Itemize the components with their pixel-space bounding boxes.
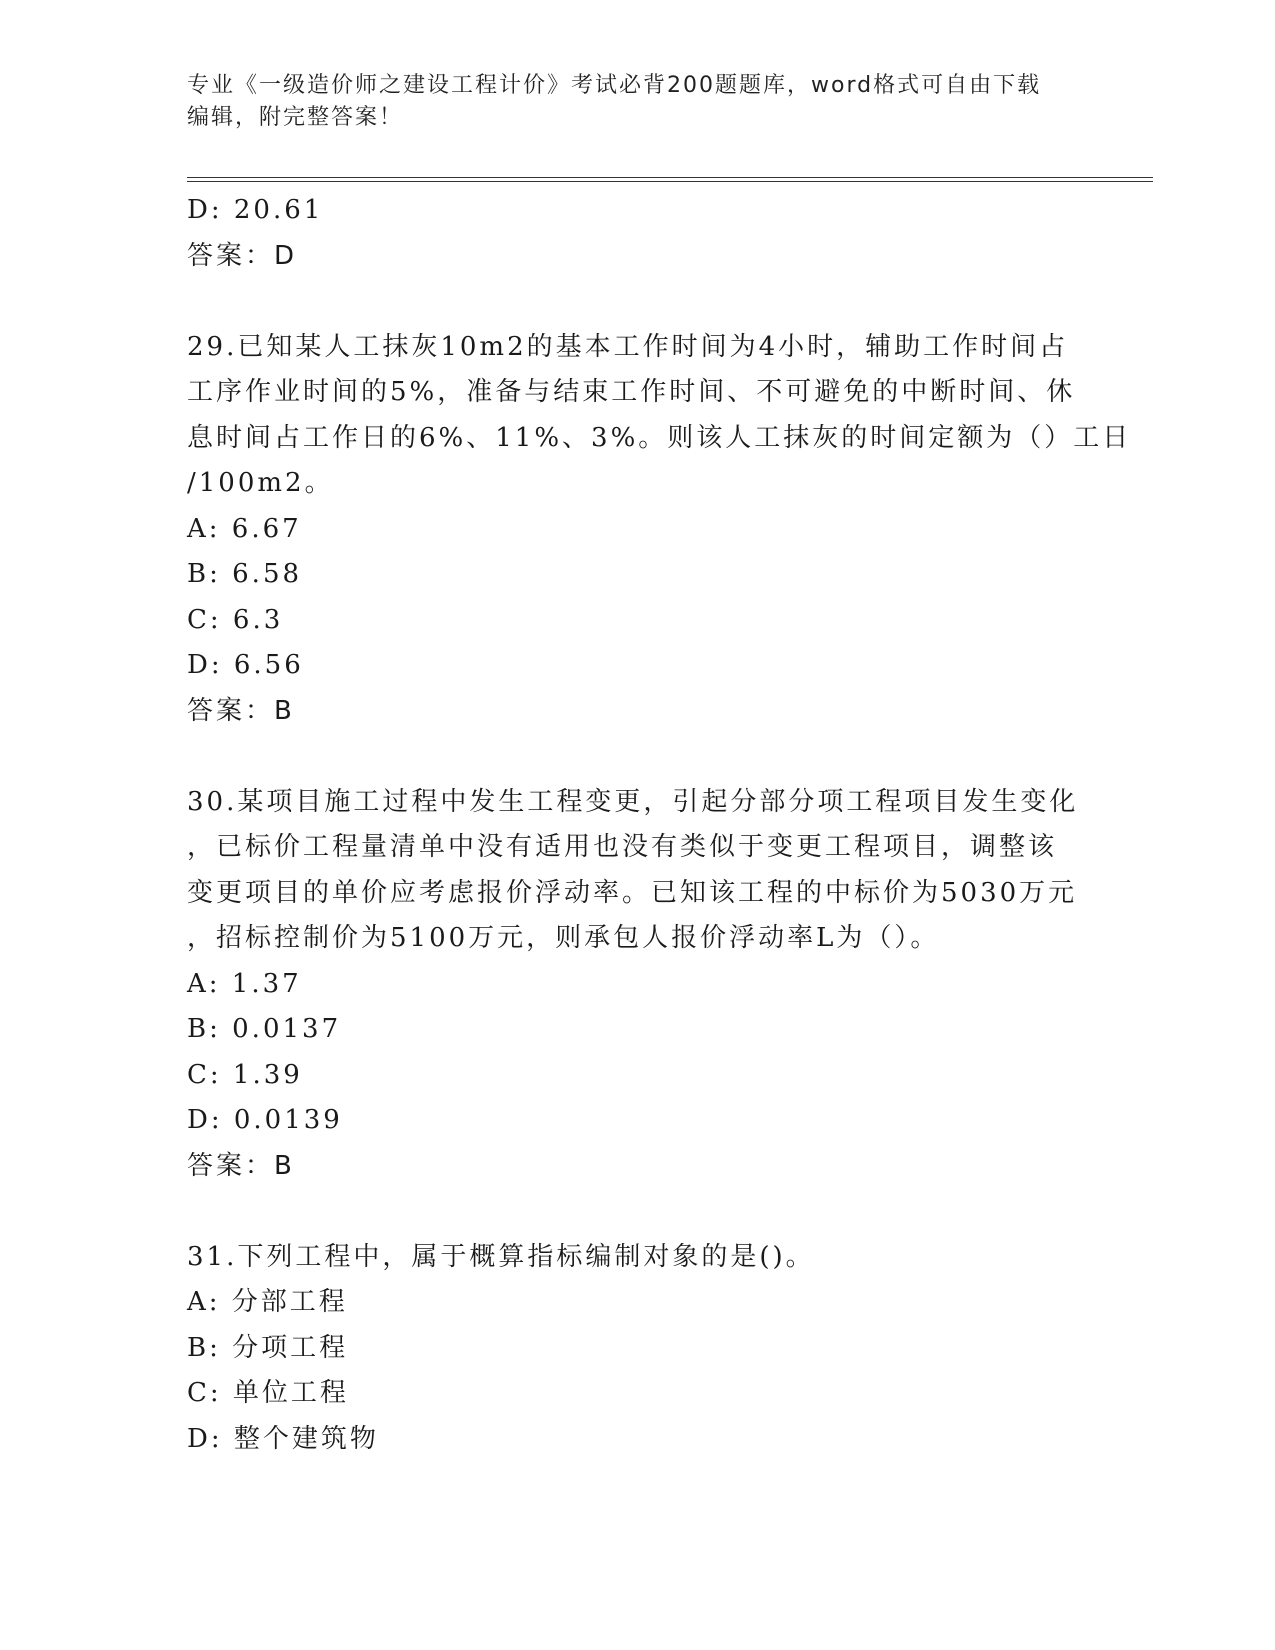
question-30-option-a: A: 1.37 [187, 968, 302, 999]
question-30-line-3: 变更项目的单价应考虑报价浮动率。已知该工程的中标价为5030万元 [187, 877, 1078, 908]
question-31-option-d: D: 整个建筑物 [187, 1423, 379, 1454]
question-31-option-c: C: 单位工程 [187, 1378, 349, 1408]
spacer [187, 734, 1087, 780]
question-30 [187, 780, 1087, 1190]
prev-option-d: D: 20.61 [187, 195, 324, 225]
question-31 [187, 1235, 1087, 1463]
question-29-option-c: C: 6.3 [187, 604, 284, 635]
header-divider-top [187, 177, 1153, 178]
question-content [187, 188, 1132, 1462]
question-29-line-2: 工序作业时间的5%，准备与结束工作时间、不可避免的中断时间、休 [187, 377, 1076, 407]
prev-answer: 答案：D [187, 240, 298, 271]
question-29-option-b: B: 6.58 [187, 559, 303, 589]
question-29-option-a: A: 6.67 [187, 513, 302, 544]
question-30-option-c: C: 1.39 [187, 1059, 303, 1090]
question-29 [187, 325, 1132, 735]
question-30-answer: 答案：B [187, 1150, 295, 1181]
question-30-line-4: ，招标控制价为5100万元，则承包人报价浮动率L为（）。 [187, 923, 940, 953]
question-29-option-d: D: 6.56 [187, 650, 304, 680]
question-29-line-3: 息时间占工作日的6%、11%、3%。则该人工抹灰的时间定额为（）工日 [187, 422, 1132, 453]
question-30-option-b: B: 0.0137 [187, 1014, 342, 1044]
question-31-option-b: B: 分项工程 [187, 1332, 349, 1363]
question-29-answer: 答案：B [187, 695, 295, 726]
spacer [187, 279, 1087, 325]
question-30-line-1: 30.某项目施工过程中发生工程变更，引起分部分项工程项目发生变化 [187, 786, 1079, 817]
page-header [187, 70, 1067, 134]
header-line-1: 专业《一级造价师之建设工程计价》考试必背200题题库，word格式可自由下载 [187, 73, 1042, 98]
question-29-line-4: /100m2。 [187, 468, 334, 498]
spacer [187, 1189, 1087, 1235]
header-divider-bottom [187, 181, 1153, 182]
question-30-option-d: D: 0.0139 [187, 1105, 343, 1135]
header-line-2: 编辑，附完整答案！ [187, 105, 404, 130]
question-31-line-1: 31.下列工程中，属于概算指标编制对象的是()。 [187, 1241, 815, 1272]
question-29-line-1: 29.已知某人工抹灰10m2的基本工作时间为4小时，辅助工作时间占 [187, 331, 1069, 362]
question-31-option-a: A: 分部工程 [187, 1287, 348, 1317]
question-30-line-2: ，已标价工程量清单中没有适用也没有类似于变更工程项目，调整该 [187, 832, 1058, 862]
